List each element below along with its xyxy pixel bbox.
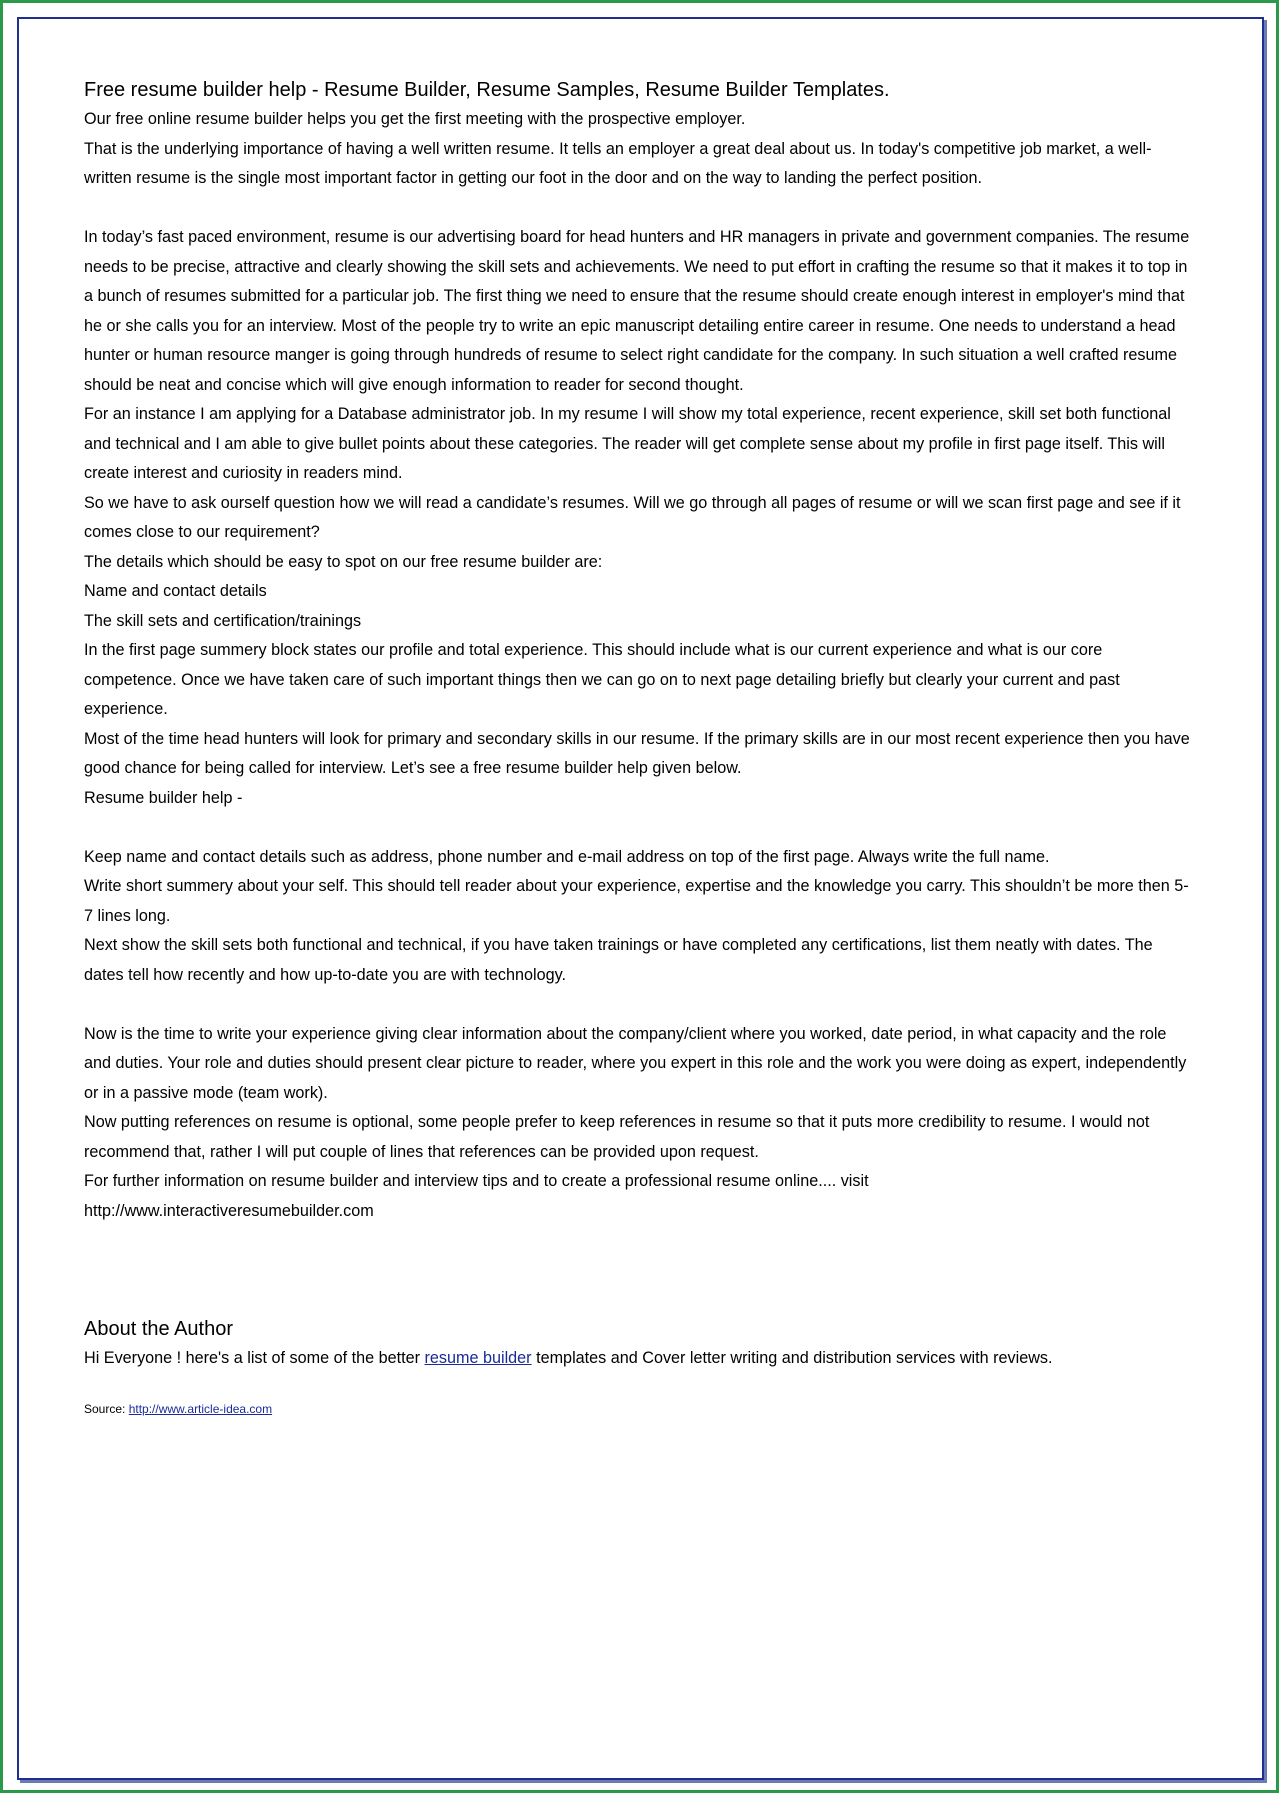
document-body (84, 75, 1196, 1417)
about-text-before: Hi Everyone ! here's a list of some of the better (84, 1349, 425, 1367)
paragraph: Name and contact details (84, 582, 267, 600)
document-title: Free resume builder help - Resume Builder, Resume Samples, Resume Builder Templates. (84, 79, 890, 101)
source-label: Source: (84, 1401, 129, 1416)
paragraph: Keep name and contact details such as address, phone number and e-mail address on top of the first page. Always write the full name. (84, 847, 1050, 866)
paragraph: Resume builder help - (84, 788, 243, 807)
paragraph: In today’s fast paced environment, resume is our advertising board for head hunters and HR managers in private and government companies. The resume needs to be precise, attractive and clearly showing the skill sets and achievements. We need to put effort in crafting the resume so that it makes it to top in a bunch of resumes submitted for a particular job. The first thing we need to ensure that the resume should create enough interest in employer's mind that he or she calls you for an interview. Most of the people try to write an epic manuscript detailing entire career in resume. One needs to understand a head hunter or human resource manger is going through hundreds of resume to select right candidate for the company. In such situation a well crafted resume should be neat and concise which will give enough information to reader for second thought. (84, 228, 1190, 394)
paragraph: That is the underlying importance of having a well written resume. It tells an employer a great deal about us. In today's competitive job market, a well-written resume is the single most important factor in getting our foot in the door and on the way to landing the perfect position. (84, 139, 1152, 187)
paragraph: Now is the time to write your experience giving clear information about the company/client where you worked, date period, in what capacity and the role and duties. Your role and duties should present clear picture to reader, where you expert in this role and the work you were doing as expert, independently or in a passive mode (team work). (84, 1024, 1187, 1102)
paragraph: So we have to ask ourself question how we will read a candidate’s resumes. Will we go through all pages of resume or will we scan first page and see if it comes close to our requirement? (84, 493, 1181, 541)
paragraph: Now putting references on resume is optional, some people prefer to keep references in resume so that it puts more credibility to resume. I would not recommend that, rather I will put couple of lines that references can be provided upon request. (84, 1113, 1150, 1161)
about-text-after: templates and Cover letter writing and distribution services with reviews. (531, 1349, 1053, 1367)
paragraph: The details which should be easy to spot on our free resume builder are: (84, 552, 603, 571)
source-link[interactable]: http://www.article-idea.com (128, 1401, 273, 1416)
resume-builder-link[interactable]: resume builder (424, 1349, 532, 1367)
paragraph: For further information on resume builder and interview tips and to create a professional resume online.... visit (84, 1172, 869, 1190)
about-author-text (84, 1344, 1196, 1374)
paragraph: http://www.interactiveresumebuilder.com (84, 1201, 374, 1220)
source-line (84, 1401, 1196, 1417)
spacer (84, 1226, 1196, 1314)
paragraph: Next show the skill sets both functional and technical, if you have taken trainings or have completed any certifications, list them neatly with dates. The dates tell how recently and how up-to-date you are with technology. (84, 936, 1153, 984)
spacer (84, 990, 1196, 1020)
paragraph: In the first page summery block states our profile and total experience. This should include what is our current experience and what is our core competence. Once we have taken care of such important things then we can go on to next page detailing briefly but clearly your current and past experience. (84, 641, 1120, 718)
paragraph: The skill sets and certification/trainings (84, 611, 362, 630)
paragraph: Most of the time head hunters will look for primary and secondary skills in our resume. If the primary skills are in our most recent experience then you have good chance for being called for interview. Let’s see a free resume builder help given below. (84, 729, 1190, 777)
spacer (84, 194, 1196, 224)
about-author-heading: About the Author (84, 1318, 234, 1340)
paragraph: For an instance I am applying for a Database administrator job. In my resume I will show my total experience, recent experience, skill set both functional and technical and I am able to give bullet points about these categories. The reader will get complete sense about my profile in first page itself. This will create interest and curiosity in readers mind. (84, 405, 1171, 482)
paragraph: Our free online resume builder helps you get the first meeting with the prospective employer. (84, 110, 746, 128)
spacer (84, 813, 1196, 843)
paragraph: Write short summery about your self. This should tell reader about your experience, expertise and the knowledge you carry. This shouldn’t be more then 5-7 lines long. (84, 877, 1189, 925)
